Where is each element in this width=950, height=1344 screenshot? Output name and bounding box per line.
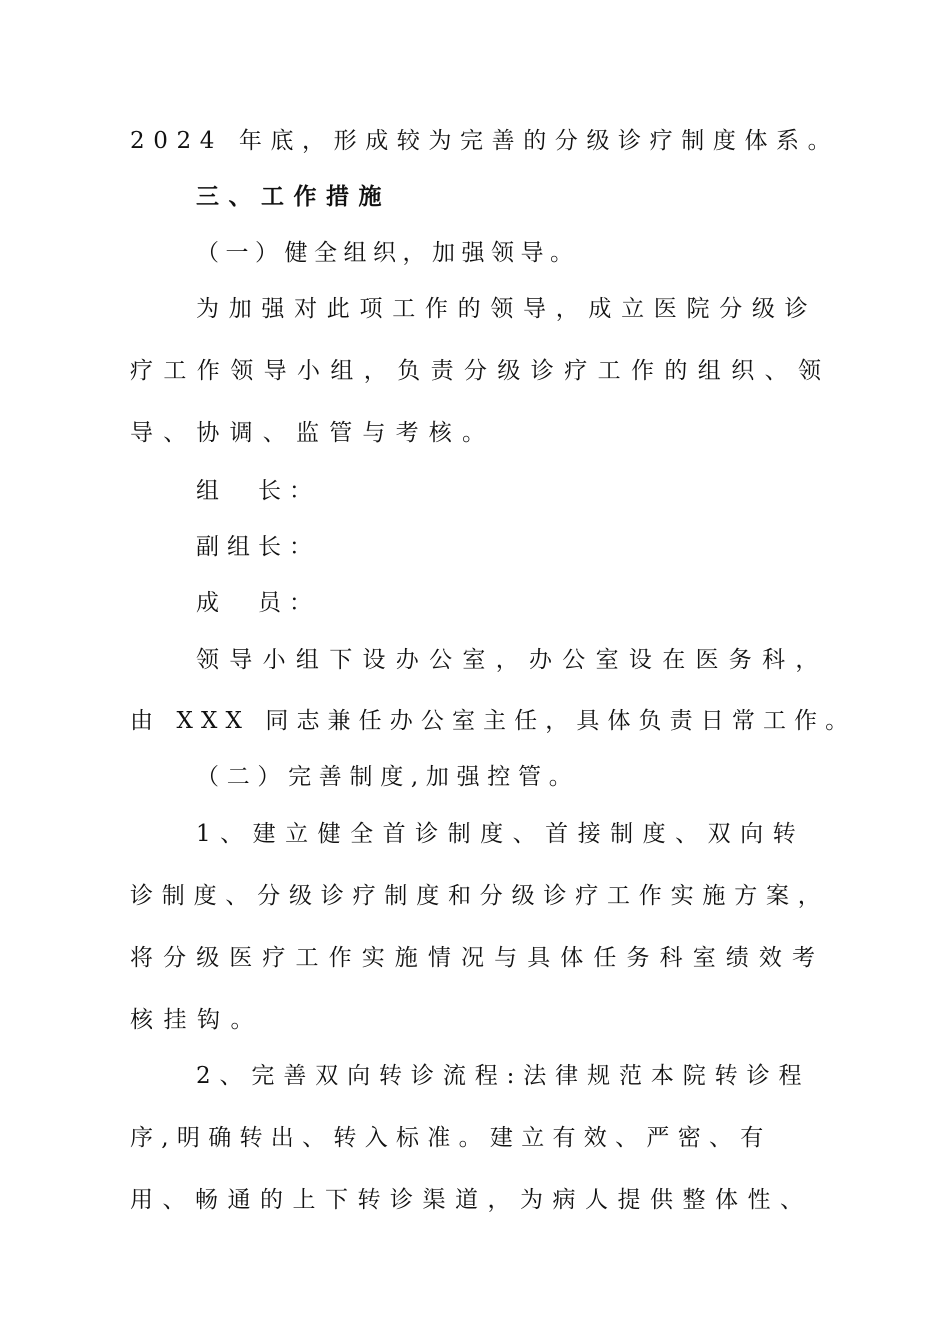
text-line: 核挂钩。: [130, 1007, 264, 1033]
text-line: 将分级医疗工作实施情况与具体任务科室绩效考: [130, 945, 826, 971]
deputy-leader-label: 副组长：: [196, 534, 320, 560]
text-line: 领导小组下设办公室，办公室设在医务科，: [196, 647, 829, 673]
text-line: 为加强对此项工作的领导，成立医院分级诊: [196, 296, 818, 322]
text-line: 用、畅通的上下转诊渠道，为病人提供整体性、: [130, 1187, 813, 1213]
text-line: 2、完善双向转诊流程:法律规范本院转诊程: [196, 1063, 811, 1089]
text-line: 由 XXX 同志兼任办公室主任，具体负责日常工作。: [130, 708, 857, 734]
subsection-heading: （一）健全组织，加强领导。: [196, 240, 580, 266]
team-leader-label: 组 长：: [196, 478, 320, 504]
text-line: 疗工作领导小组，负责分级诊疗工作的组织、领: [130, 358, 832, 384]
subsection-heading: （二）完善制度,加强控管。: [196, 764, 580, 790]
members-label: 成 员：: [196, 590, 320, 616]
text-line: 诊制度、分级诊疗制度和分级诊疗工作实施方案，: [130, 883, 830, 909]
text-line: 导、协调、监管与考核。: [130, 420, 496, 446]
text-line: 序,明确转出、转入标准。建立有效、严密、有: [130, 1125, 772, 1151]
text-line: 2024 年底，形成较为完善的分级诊疗制度体系。: [130, 128, 840, 154]
text-line: 1、建立健全首诊制度、首接制度、双向转: [196, 821, 806, 847]
section-heading: 三、工作措施: [196, 184, 391, 210]
